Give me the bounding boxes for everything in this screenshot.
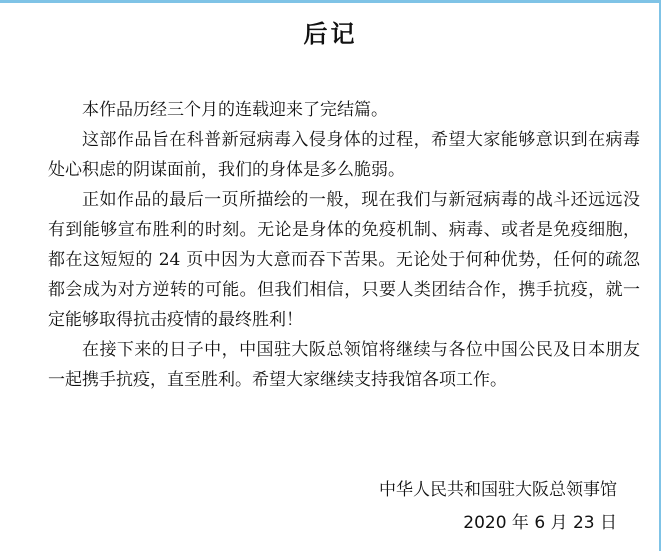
- document-body: [48, 95, 640, 395]
- paragraph-closing: 在接下来的日子中，中国驻大阪总领馆将继续与各位中国公民及日本朋友一起携手抗疫，直至胜利。希望大家继续支持我馆各项工作。: [48, 340, 640, 390]
- paragraph-battle: 正如作品的最后一页所描绘的一般，现在我们与新冠病毒的战斗还远远没有到能够宣布胜利的时刻。无论是身体的免疫机制、病毒、或者是免疫细胞，都在这短短的 24 页中因为大意而吞下苦果。无论处于何种优势，任何的疏忽都会成为对方逆转的可能。但我们相信，只要人类团结合作，携手抗疫，就一定能够取得抗击疫情的最终胜利！: [48, 190, 640, 330]
- paragraph-purpose: 这部作品旨在科普新冠病毒入侵身体的过程，希望大家能够意识到在病毒处心积虑的阴谋面前，我们的身体是多么脆弱。: [48, 130, 640, 180]
- document-title: 后记: [303, 20, 358, 48]
- paragraph-intro: 本作品历经三个月的连载迎来了完结篇。: [82, 100, 388, 120]
- signature-block: [379, 474, 617, 540]
- top-border: [0, 0, 661, 3]
- signature-date: 2020 年 6 月 23 日: [463, 513, 617, 533]
- signature-organization: 中华人民共和国驻大阪总领事馆: [379, 480, 617, 500]
